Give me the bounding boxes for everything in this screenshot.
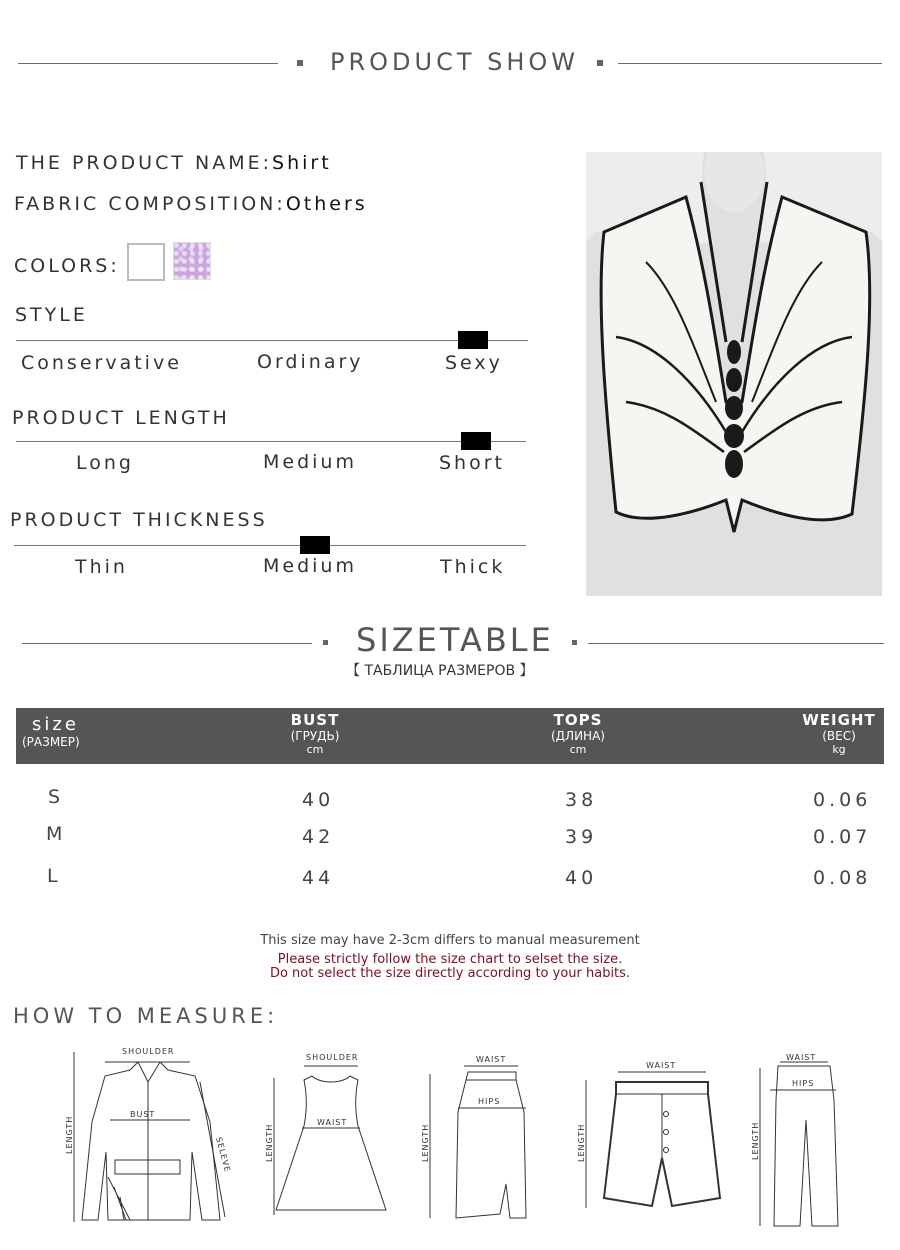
divider-square <box>323 640 328 645</box>
style-scale <box>16 340 528 341</box>
row-l-weight: 0.08 <box>813 867 872 889</box>
skirt-length-label: LENGTH <box>421 1123 430 1162</box>
row-m-size: M <box>46 823 67 845</box>
sizetable-divider-left <box>22 643 312 644</box>
row-m-weight: 0.07 <box>813 826 872 848</box>
length-title: PRODUCT LENGTH <box>12 407 230 429</box>
length-scale <box>16 441 526 442</box>
style-title: STYLE <box>15 304 88 326</box>
divider-right <box>618 63 882 64</box>
note-follow-chart: Please strictly follow the size chart to selset the size. <box>277 952 623 967</box>
row-m-tops: 39 <box>565 826 598 848</box>
length-option-long: Long <box>76 452 134 474</box>
color-swatch-white[interactable] <box>127 243 165 281</box>
length-option-medium: Medium <box>263 451 357 473</box>
thickness-option-medium: Medium <box>263 555 357 577</box>
shirt-shoulder-label: SHOULDER <box>122 1047 175 1056</box>
note-habits: Do not select the size directly according to your habits. <box>269 966 631 981</box>
product-name-label: THE PRODUCT NAME: <box>16 152 273 174</box>
shorts-length-label: LENGTH <box>577 1123 586 1162</box>
dress-shoulder-label: SHOULDER <box>306 1053 359 1062</box>
header-bust: BUST (ГРУДЬ) cm <box>290 711 340 756</box>
header-weight: WEIGHT (ВЕС) kg <box>802 711 876 756</box>
product-name <box>16 152 332 174</box>
skirt-waist-label: WAIST <box>476 1055 507 1064</box>
header-tops: TOPS (ДЛИНА) cm <box>551 711 605 756</box>
row-m-bust: 42 <box>302 826 335 848</box>
row-s-bust: 40 <box>302 789 335 811</box>
pants-hips-label: HIPS <box>792 1079 815 1088</box>
row-s-weight: 0.06 <box>813 789 872 811</box>
product-show-title: PRODUCT SHOW <box>330 48 580 76</box>
row-l-tops: 40 <box>565 867 598 889</box>
pants-length-label: LENGTH <box>751 1121 760 1160</box>
shorts-waist-label: WAIST <box>646 1061 677 1070</box>
style-option-sexy: Sexy <box>445 352 503 374</box>
thickness-option-thick: Thick <box>440 556 506 578</box>
length-option-short: Short <box>439 452 505 474</box>
shirt-bust-label: BUST <box>130 1110 156 1119</box>
skirt-measure-diagram <box>412 1054 552 1224</box>
divider-square <box>297 60 303 66</box>
pants-measure-diagram <box>748 1050 858 1230</box>
divider-left <box>18 63 278 64</box>
header-size: size (РАЗМЕР) <box>22 714 80 749</box>
fabric-label: FABRIC COMPOSITION: <box>14 193 286 215</box>
style-option-conservative: Conservative <box>21 352 182 374</box>
shirt-sleeve-label: SELEVE <box>214 1136 233 1174</box>
style-marker <box>458 331 488 349</box>
length-marker <box>461 432 491 450</box>
product-photo <box>586 152 882 596</box>
dress-waist-label: WAIST <box>317 1118 348 1127</box>
row-s-tops: 38 <box>565 789 598 811</box>
pants-waist-label: WAIST <box>786 1053 817 1062</box>
shorts-measure-diagram <box>572 1058 742 1218</box>
dress-measure-diagram <box>262 1050 402 1220</box>
thickness-option-thin: Thin <box>75 556 128 578</box>
note-measurement: This size may have 2-3cm differs to manual measurement <box>260 933 640 948</box>
color-swatch-lilac[interactable] <box>173 242 211 280</box>
row-l-bust: 44 <box>302 867 335 889</box>
fabric-value: Others <box>285 193 368 215</box>
shirt-length-label: LENGTH <box>65 1115 74 1154</box>
shirt-measure-diagram <box>60 1042 240 1227</box>
colors-label: COLORS: <box>14 255 120 277</box>
divider-square <box>597 60 603 66</box>
sizetable-subtitle: 【 ТАБЛИЦА РАЗМЕРОВ 】 <box>346 663 534 679</box>
thickness-scale <box>14 545 526 546</box>
style-option-ordinary: Ordinary <box>257 351 364 373</box>
size-table-header <box>16 708 884 764</box>
sizetable-title: SIZETABLE <box>356 621 554 659</box>
row-l-size: L <box>47 865 62 887</box>
dress-length-label: LENGTH <box>265 1123 274 1162</box>
row-s-size: S <box>48 786 65 808</box>
thickness-title: PRODUCT THICKNESS <box>10 509 268 531</box>
product-name-value: Shirt <box>272 152 332 174</box>
skirt-hips-label: HIPS <box>478 1097 501 1106</box>
thickness-marker <box>300 536 330 554</box>
sizetable-divider-right <box>588 643 884 644</box>
fabric-composition <box>14 193 368 215</box>
how-to-measure-title: HOW TO MEASURE: <box>13 1004 279 1028</box>
divider-square <box>572 640 577 645</box>
